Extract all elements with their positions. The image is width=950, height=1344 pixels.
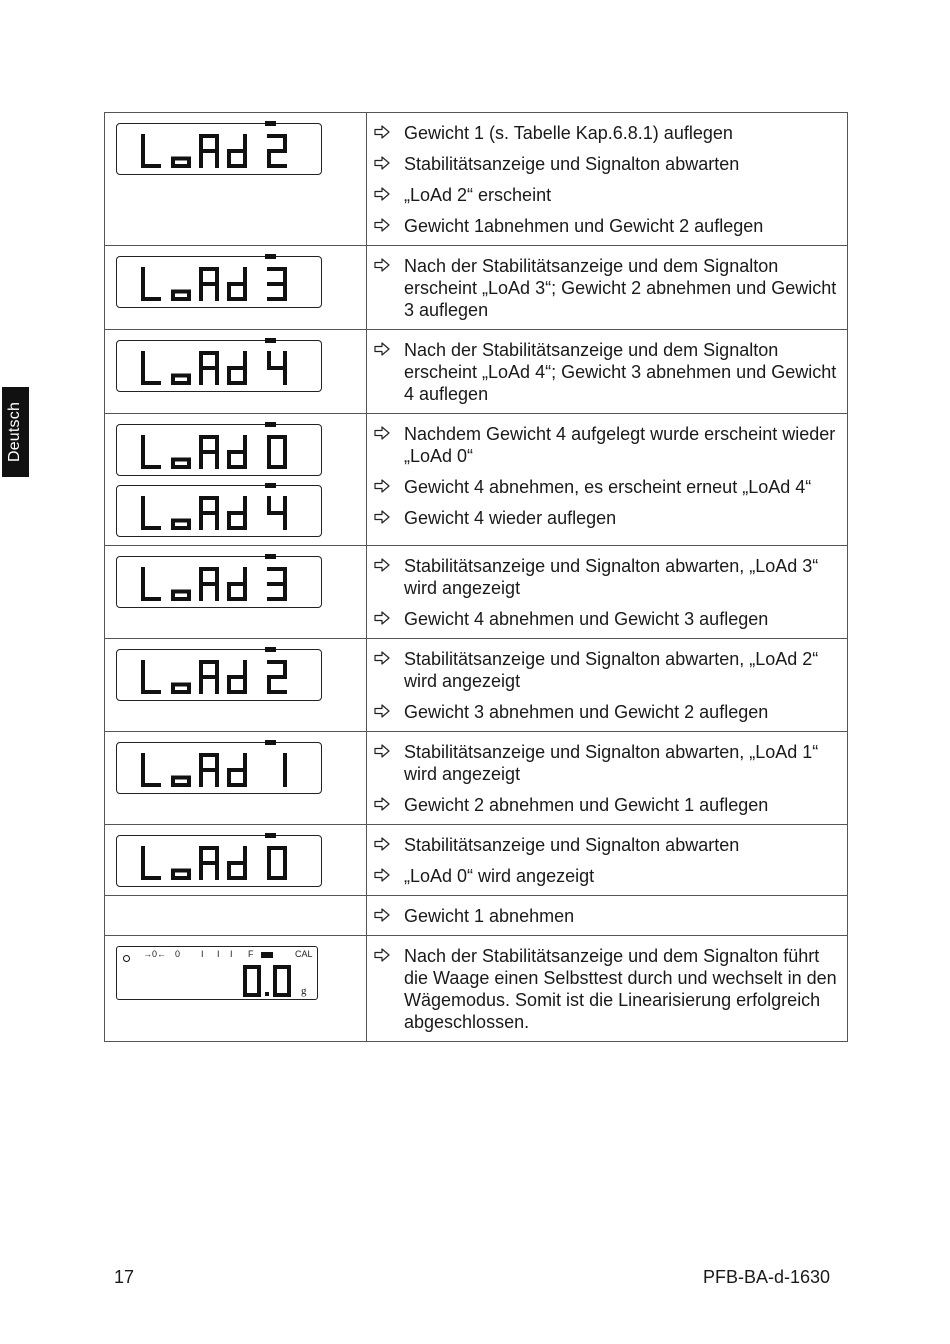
- hollow-arrow-icon: [374, 125, 390, 139]
- hollow-arrow-icon: [374, 187, 390, 201]
- step-row: [105, 546, 848, 639]
- hollow-arrow-icon: [374, 558, 390, 572]
- instruction-step: [404, 648, 837, 692]
- instruction-text: Gewicht 4 abnehmen, es erscheint erneut „LoAd 4“: [404, 477, 812, 497]
- step-row: [105, 414, 848, 546]
- instruction-step: [404, 555, 837, 599]
- step-row: [105, 639, 848, 732]
- annunciator: →0←: [143, 949, 167, 959]
- instruction-step: [404, 794, 837, 816]
- stability-indicator-icon: [265, 833, 276, 838]
- stability-indicator-icon: [265, 554, 276, 559]
- hollow-arrow-icon: [374, 908, 390, 922]
- hollow-arrow-icon: [374, 797, 390, 811]
- instruction-text: Gewicht 1 (s. Tabelle Kap.6.8.1) auflegen: [404, 123, 733, 143]
- instruction-cell: [367, 639, 848, 732]
- hollow-arrow-icon: [374, 479, 390, 493]
- lcd-display: [116, 485, 322, 537]
- stability-indicator-icon: [265, 740, 276, 745]
- instruction-text: „LoAd 2“ erscheint: [404, 185, 552, 205]
- instruction-step: [404, 865, 837, 887]
- language-tab: [2, 387, 29, 477]
- display-cell: [105, 246, 367, 330]
- display-cell: [105, 896, 367, 936]
- annunciator: I: [217, 949, 220, 959]
- step-row: [105, 113, 848, 246]
- stability-indicator-icon: [265, 483, 276, 488]
- hollow-arrow-icon: [374, 156, 390, 170]
- display-cell: [105, 825, 367, 896]
- document-id: PFB-BA-d-1630: [703, 1267, 831, 1287]
- instruction-step: [404, 507, 837, 529]
- linearization-steps-table: [104, 112, 848, 1042]
- instruction-text: Stabilitätsanzeige und Signalton abwarten: [404, 835, 740, 855]
- hollow-arrow-icon: [374, 258, 390, 272]
- instruction-step: [404, 945, 837, 1033]
- annunciator: F: [248, 949, 254, 959]
- stability-circle-icon: [123, 955, 130, 962]
- page-number: 17: [114, 1267, 135, 1287]
- display-cell: [105, 330, 367, 414]
- instruction-step: [404, 122, 837, 144]
- instruction-step: [404, 741, 837, 785]
- instruction-cell: [367, 414, 848, 546]
- step-row: [105, 732, 848, 825]
- hollow-arrow-icon: [374, 948, 390, 962]
- lcd-display: [116, 123, 322, 175]
- instruction-step: [404, 701, 837, 723]
- annunciator: I: [230, 949, 233, 959]
- display-cell: [105, 414, 367, 546]
- stability-indicator-icon: [265, 647, 276, 652]
- instruction-cell: [367, 825, 848, 896]
- hollow-arrow-icon: [374, 218, 390, 232]
- weighing-mode-display: [116, 946, 318, 1000]
- stability-indicator-icon: [265, 254, 276, 259]
- hollow-arrow-icon: [374, 611, 390, 625]
- instruction-text: Nach der Stabilitätsanzeige und dem Signalton führt die Waage einen Selbsttest durch und wechselt in den Wägemodus. Somit ist die Linearisierung erfolgreich abgeschlossen.: [404, 946, 837, 1032]
- display-cell: [105, 732, 367, 825]
- instruction-step: [404, 476, 837, 498]
- hollow-arrow-icon: [374, 510, 390, 524]
- stability-indicator-icon: [265, 338, 276, 343]
- display-cell: [105, 639, 367, 732]
- instruction-text: Gewicht 4 abnehmen und Gewicht 3 auflegen: [404, 609, 769, 629]
- display-cell: [105, 546, 367, 639]
- instruction-text: Gewicht 1abnehmen und Gewicht 2 auflegen: [404, 216, 764, 236]
- hollow-arrow-icon: [374, 704, 390, 718]
- step-row: [105, 936, 848, 1042]
- display-cell: [105, 113, 367, 246]
- instruction-step: [404, 608, 837, 630]
- lcd-display: [116, 742, 322, 794]
- lcd-display: [116, 424, 322, 476]
- instruction-step: [404, 905, 837, 927]
- instruction-text: Stabilitätsanzeige und Signalton abwarten: [404, 154, 740, 174]
- hollow-arrow-icon: [374, 651, 390, 665]
- instruction-text: Nach der Stabilitätsanzeige und dem Signalton erscheint „LoAd 3“; Gewicht 2 abnehmen und Gewicht 3 auflegen: [404, 256, 837, 320]
- instruction-step: [404, 153, 837, 175]
- hollow-arrow-icon: [374, 426, 390, 440]
- instruction-text: Stabilitätsanzeige und Signalton abwarten, „LoAd 1“ wird angezeigt: [404, 742, 819, 784]
- instruction-text: Gewicht 4 wieder auflegen: [404, 508, 617, 528]
- lcd-display: [116, 256, 322, 308]
- lcd-display: [116, 340, 322, 392]
- unit-label: g: [301, 985, 307, 997]
- instruction-cell: [367, 113, 848, 246]
- lcd-display: [116, 556, 322, 608]
- step-row: [105, 896, 848, 936]
- instruction-text: Gewicht 1 abnehmen: [404, 906, 575, 926]
- instruction-step: [404, 339, 837, 405]
- stability-indicator-icon: [265, 121, 276, 126]
- annunciator: CAL: [295, 949, 313, 959]
- step-row: [105, 825, 848, 896]
- language-tab-label: Deutsch: [6, 401, 24, 463]
- step-row: [105, 246, 848, 330]
- instruction-step: [404, 215, 837, 237]
- instruction-cell: [367, 936, 848, 1042]
- display-cell: [105, 936, 367, 1042]
- battery-icon: [261, 952, 273, 958]
- instruction-step: [404, 184, 837, 206]
- instruction-cell: [367, 896, 848, 936]
- instruction-cell: [367, 330, 848, 414]
- instruction-text: Nachdem Gewicht 4 aufgelegt wurde erscheint wieder „LoAd 0“: [404, 424, 836, 466]
- stability-indicator-icon: [265, 422, 276, 427]
- annunciator: 0: [175, 949, 181, 959]
- step-row: [105, 330, 848, 414]
- instruction-step: [404, 834, 837, 856]
- instruction-text: Stabilitätsanzeige und Signalton abwarten, „LoAd 2“ wird angezeigt: [404, 649, 819, 691]
- instruction-step: [404, 423, 837, 467]
- annunciator: I: [201, 949, 204, 959]
- hollow-arrow-icon: [374, 837, 390, 851]
- lcd-display: [116, 835, 322, 887]
- instruction-text: Nach der Stabilitätsanzeige und dem Signalton erscheint „LoAd 4“; Gewicht 3 abnehmen und Gewicht 4 auflegen: [404, 340, 837, 404]
- lcd-display: [116, 649, 322, 701]
- hollow-arrow-icon: [374, 342, 390, 356]
- instruction-step: [404, 255, 837, 321]
- instruction-text: Gewicht 2 abnehmen und Gewicht 1 auflegen: [404, 795, 769, 815]
- hollow-arrow-icon: [374, 868, 390, 882]
- hollow-arrow-icon: [374, 744, 390, 758]
- instruction-text: Gewicht 3 abnehmen und Gewicht 2 auflegen: [404, 702, 769, 722]
- instruction-cell: [367, 546, 848, 639]
- instruction-cell: [367, 732, 848, 825]
- instruction-cell: [367, 246, 848, 330]
- instruction-text: „LoAd 0“ wird angezeigt: [404, 866, 595, 886]
- instruction-text: Stabilitätsanzeige und Signalton abwarten, „LoAd 3“ wird angezeigt: [404, 556, 819, 598]
